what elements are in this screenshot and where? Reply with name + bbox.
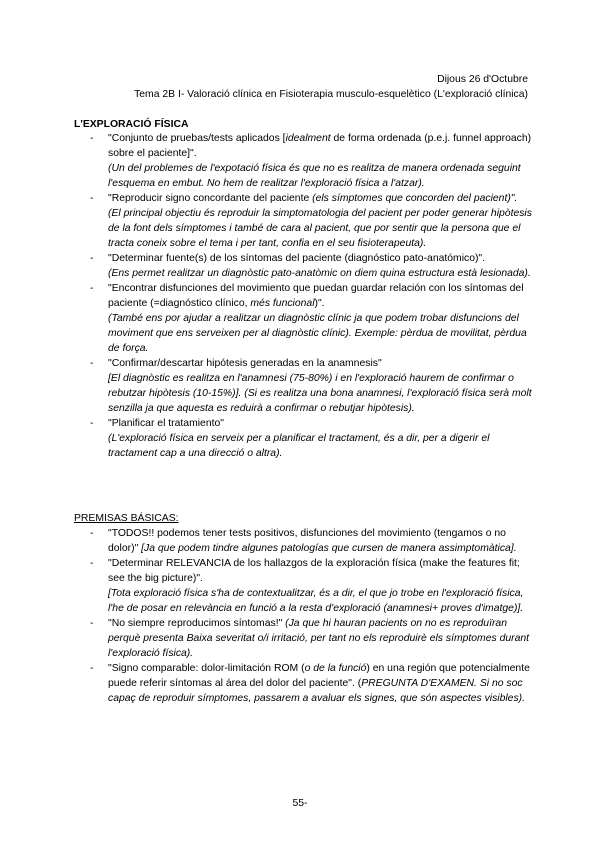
- date: Dijous 26 d'Octubre: [437, 74, 528, 85]
- exploracio-list: [74, 131, 534, 461]
- list-item: - "Determinar fuente(s) de los síntomas del paciente (diagnóstico pato-anatómico)". (Ens permet realitzar un diagnòstic pato-anatòmic on diem quina estructura està lesionada).: [90, 253, 531, 279]
- premisas-list: [74, 526, 534, 706]
- section-title-premisas: PREMISAS BÁSICAS:: [74, 513, 179, 524]
- list-item: - "No siempre reproducimos síntomas!" (Ja que hi hauran pacients on no es reproduïran perquè presenta Baixa severitat o/i irritació, per tant no els reproduirè els símptomes durant l'exploració física).: [90, 618, 530, 659]
- section-title-exploracio: L'EXPLORACIÓ FÍSICA: [74, 119, 189, 130]
- list-item: - "Signo comparable: dolor-limitación ROM (o de la funció) en una región que potencialmente puede referir síntomas al área del dolor del paciente". (PREGUNTA D'EXAMEN. Si no soc capaç de reproduir símptomes, passarem a avaluar els signes, que són aspectes visibles).: [90, 663, 530, 704]
- list-item: - "Conjunto de pruebas/tests aplicados [idealment de forma ordenada (p.e.j. funnel approach) sobre el paciente]". (Un del problemes de l'expotació física és que no es realitza de manera ordenada seguint l'esquema en embut. No hem de realitzar l'exploració física a l'atzar).: [90, 133, 532, 189]
- page-number: 55-: [292, 798, 308, 809]
- list-item: - "Encontrar disfunciones del movimiento que puedan guardar relación con los síntomas del paciente (=diagnóstico clínico, més funcional)". (També ens por ajudar a realitzar un diagnòstic clínic ja que podem trobar disfuncions del moviment que ens serveixen per al diagnòstic clínic). Exemple: pèrdua de movilitat, pèrdua de força.: [90, 283, 527, 354]
- list-item: - "Reproducir signo concordante del paciente (els símptomes que concorden del pacient)". (El principal objectiu és reproduir la simptomatologia del pacient per poder generar hipòtesis de la font dels símptomes i també de cara al pacient, que por sentir que la persona que el tracta coneix sobre el tema i per tant, confia en el seu fisioterapeuta).: [90, 193, 532, 249]
- list-item: - "Determinar RELEVANCIA de los hallazgos de la exploración física (make the features fit; see the big picture)". [Tota exploració física s'ha de contextualitzar, és a dir, el que jo trobe en l'exploració física, l'he de posar en relevància en funció a la resta d'exploració (anamnesi+ proves d'imatge)].: [90, 558, 524, 614]
- list-item: - "Confirmar/descartar hipótesis generadas en la anamnesis" [El diagnòstic es realitza en l'anamnesi (75-80%) i en l'exploració haurem de confirmar o rebutzar hipòtesis (10-15%)]. (Si es realitza una bona anamnesi, l'exploració física serà molt senzilla ja que aquesta es reduirà a confirmar o rebutjar hipòtesis).: [90, 358, 532, 414]
- topic-heading: Tema 2B I- Valoració clínica en Fisioterapia musculo-esquelètico (L'exploració clínica): [134, 89, 528, 100]
- list-item: - "TODOS!! podemos tener tests positivos, disfunciones del movimiento (tengamos o no dolor)" [Ja que podem tindre algunes patologías que cursen de manera assimptomàtica].: [90, 528, 517, 554]
- list-item: - "Planificar el tratamiento" (L'exploració física en serveix per a planificar el tractament, és a dir, per a digerir el tractament cap a una direcció o altra).: [90, 418, 490, 459]
